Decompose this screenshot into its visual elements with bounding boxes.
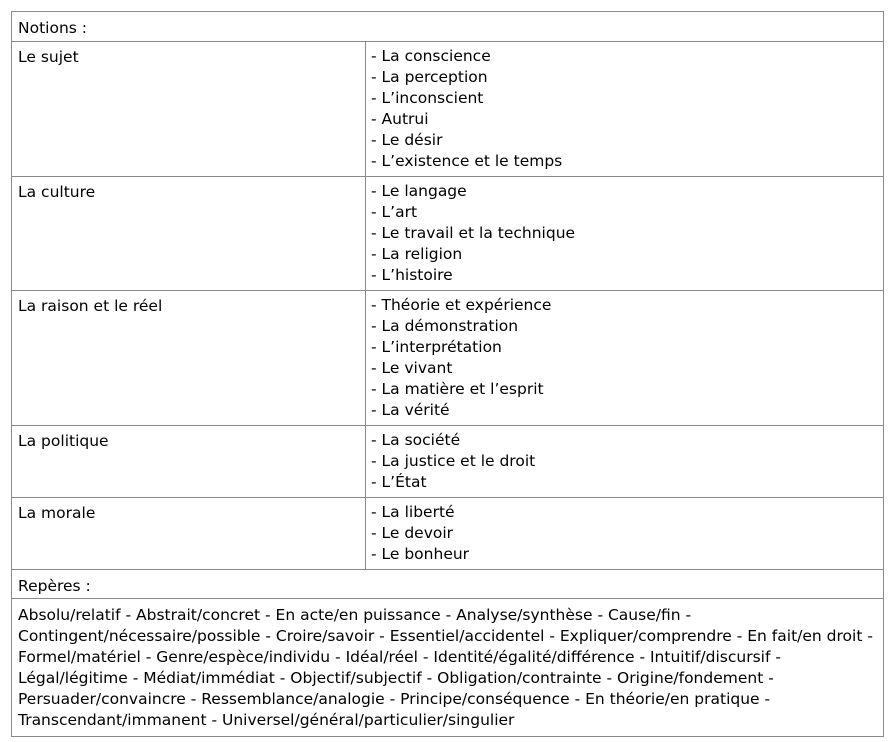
sub-notion: - La matière et l’esprit xyxy=(371,380,544,398)
sub-notion: - Autrui xyxy=(371,110,429,128)
sub-notion: - Le vivant xyxy=(371,359,453,377)
sub-notion: - La justice et le droit xyxy=(371,452,536,470)
sub-notion: - La vérité xyxy=(371,401,450,419)
notion-name: La morale xyxy=(12,498,366,569)
notion-name: La culture xyxy=(12,177,366,290)
sub-notion: - La démonstration xyxy=(371,317,519,335)
sub-notion: - Le bonheur xyxy=(371,545,470,563)
sub-notion: - L’État xyxy=(371,473,427,491)
notion-items xyxy=(366,498,883,569)
notion-items xyxy=(366,42,883,176)
sub-notion: - Théorie et expérience xyxy=(371,296,552,314)
reperes-header: Repères : xyxy=(12,569,883,598)
sub-notion: - Le travail et la technique xyxy=(371,224,576,242)
notion-items xyxy=(366,177,883,290)
sub-notion: - La société xyxy=(371,431,461,449)
sub-notion: - Le désir xyxy=(371,131,443,149)
sub-notion: - La religion xyxy=(371,245,463,263)
sub-notion: - L’art xyxy=(371,203,418,221)
notion-name: La raison et le réel xyxy=(12,291,366,425)
sub-notion: - La liberté xyxy=(371,503,455,521)
notions-table xyxy=(11,11,884,737)
sub-notion: - L’histoire xyxy=(371,266,453,284)
notion-row-politique xyxy=(12,425,883,497)
notions-header: Notions : xyxy=(18,19,87,37)
reperes-text: Absolu/relatif - Abstrait/concret - En acte/en puissance - Analyse/synthèse - Cause/fin - Contingent/nécessaire/possible - Croire/savoir - Essentiel/accidentel - Expliquer/comprendre - En fait/en droit - Formel/matériel - Genre/espèce/individu - Idéal/réel - Identité/égalité/différence - Intuitif/discursif - Légal/légitime - Médiat/immédiat - Objectif/subjectif - Obligation/contrainte - Origine/fondement - Persuader/convaincre - Ressemblance/analogie - Principe/conséquence - En théorie/en pratique - Transcendant/immanent - Universel/général/particulier/singulier xyxy=(12,598,883,736)
sub-notion: - La conscience xyxy=(371,47,491,65)
sub-notion: - Le langage xyxy=(371,182,467,200)
notion-items xyxy=(366,291,883,425)
sub-notion: - L’existence et le temps xyxy=(371,152,563,170)
notion-items xyxy=(366,426,883,497)
notion-name: Le sujet xyxy=(12,42,366,176)
notion-name: La politique xyxy=(12,426,366,497)
sub-notion: - Le devoir xyxy=(371,524,454,542)
notion-row-sujet xyxy=(12,41,883,176)
notion-row-morale xyxy=(12,497,883,569)
sub-notion: - L’interprétation xyxy=(371,338,502,356)
notion-row-raison xyxy=(12,290,883,425)
notion-row-culture xyxy=(12,176,883,290)
sub-notion: - L’inconscient xyxy=(371,89,484,107)
sub-notion: - La perception xyxy=(371,68,488,86)
